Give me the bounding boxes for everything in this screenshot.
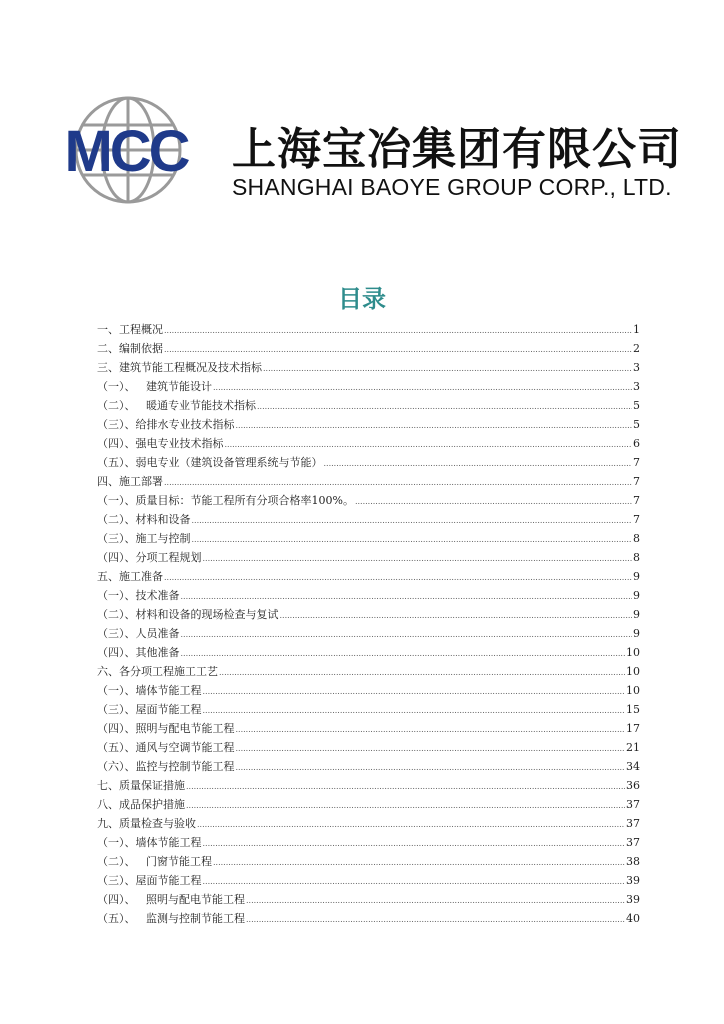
toc-dot-leader xyxy=(355,492,632,511)
toc-dot-leader xyxy=(203,682,626,701)
toc-entry[interactable] xyxy=(97,358,640,377)
toc-entry-page: 10 xyxy=(626,665,640,678)
toc-entry-label: （五）、 监测与控制节能工程 xyxy=(97,912,245,925)
toc-entry-label: （二）、 暖通专业节能技术指标 xyxy=(97,399,256,412)
toc-entry-label: （五）、弱电专业（建筑设备管理系统与节能） xyxy=(97,456,323,469)
toc-entry-label: （三）、施工与控制 xyxy=(97,532,191,545)
toc-entry-page: 7 xyxy=(633,513,640,526)
toc-entry[interactable] xyxy=(97,738,640,757)
toc-dot-leader xyxy=(236,739,626,758)
toc-entry[interactable] xyxy=(97,472,640,491)
toc-entry-page: 36 xyxy=(626,779,640,792)
toc-entry[interactable] xyxy=(97,700,640,719)
toc-entry-label: （四）、分项工程规划 xyxy=(97,551,202,564)
toc-dot-leader xyxy=(236,758,626,777)
toc-entry[interactable] xyxy=(97,871,640,890)
toc-entry[interactable] xyxy=(97,396,640,415)
toc-entry-page: 40 xyxy=(626,912,640,925)
toc-entry-page: 39 xyxy=(626,874,640,887)
toc-entry-page: 37 xyxy=(626,817,640,830)
toc-title: 目录 xyxy=(338,285,386,313)
toc-entry-label: 六、各分项工程施工工艺 xyxy=(97,665,218,678)
company-name-cn: 上海宝冶集团有限公司 xyxy=(232,124,682,175)
toc-entry-label: （二）、材料和设备 xyxy=(97,513,191,526)
toc-entry-page: 17 xyxy=(626,722,640,735)
toc-dot-leader xyxy=(219,663,625,682)
toc-entry-label: 八、成品保护措施 xyxy=(97,798,185,811)
toc-dot-leader xyxy=(236,416,633,435)
toc-entry-page: 1 xyxy=(633,323,640,336)
toc-entry[interactable] xyxy=(97,453,640,472)
toc-entry-label: （一）、墙体节能工程 xyxy=(97,684,202,697)
toc-entry[interactable] xyxy=(97,624,640,643)
toc-dot-leader xyxy=(213,378,632,397)
toc-entry[interactable] xyxy=(97,377,640,396)
toc-entry-label: 三、建筑节能工程概况及技术指标 xyxy=(97,361,262,374)
toc-entry[interactable] xyxy=(97,605,640,624)
toc-dot-leader xyxy=(164,473,632,492)
toc-dot-leader xyxy=(280,606,633,625)
toc-entry-page: 37 xyxy=(626,836,640,849)
toc-entry-label: 七、质量保证措施 xyxy=(97,779,185,792)
toc-dot-leader xyxy=(164,340,632,359)
toc-entry-page: 37 xyxy=(626,798,640,811)
toc-entry[interactable] xyxy=(97,548,640,567)
toc-dot-leader xyxy=(324,454,633,473)
toc-entry-page: 7 xyxy=(633,494,640,507)
toc-dot-leader xyxy=(213,853,625,872)
toc-dot-leader xyxy=(236,720,626,739)
toc-entry-page: 8 xyxy=(633,532,640,545)
toc-entry-label: （二）、材料和设备的现场检查与复试 xyxy=(97,608,279,621)
toc-entry-page: 21 xyxy=(626,741,640,754)
toc-entry-label: （一）、 建筑节能设计 xyxy=(97,380,212,393)
toc-dot-leader xyxy=(203,834,626,853)
toc-dot-leader xyxy=(181,625,633,644)
toc-entry-label: （四）、其他准备 xyxy=(97,646,180,659)
toc-entry-label: （四）、强电专业技术指标 xyxy=(97,437,224,450)
toc-dot-leader xyxy=(192,530,633,549)
toc-dot-leader xyxy=(181,587,633,606)
toc-entry-page: 34 xyxy=(626,760,640,773)
toc-entry-label: （一）、技术准备 xyxy=(97,589,180,602)
toc-entry-page: 7 xyxy=(633,475,640,488)
toc-dot-leader xyxy=(257,397,632,416)
toc-entry-page: 3 xyxy=(633,361,640,374)
toc-entry-page: 9 xyxy=(633,608,640,621)
toc-entry-label: （一）、质量目标：节能工程所有分项合格率100%。 xyxy=(97,494,354,507)
toc-entry-label: 二、编制依据 xyxy=(97,342,163,355)
toc-entry[interactable] xyxy=(97,852,640,871)
toc-entry-page: 9 xyxy=(633,627,640,640)
toc-dot-leader xyxy=(197,815,625,834)
toc-dot-leader xyxy=(192,511,633,530)
toc-entry-page: 9 xyxy=(633,570,640,583)
toc-entry[interactable] xyxy=(97,795,640,814)
toc-dot-leader xyxy=(181,644,626,663)
toc-entry[interactable] xyxy=(97,814,640,833)
toc-entry[interactable] xyxy=(97,643,640,662)
logo-text: MCC xyxy=(64,119,188,184)
toc-dot-leader xyxy=(246,891,625,910)
toc-entry[interactable] xyxy=(97,567,640,586)
toc-entry-label: 九、质量检查与验收 xyxy=(97,817,196,830)
toc-entry-page: 6 xyxy=(633,437,640,450)
toc-entry-label: 五、施工准备 xyxy=(97,570,163,583)
toc-entry-label: （三）、屋面节能工程 xyxy=(97,703,202,716)
toc-entry[interactable] xyxy=(97,909,640,928)
toc-entry-label: （五）、通风与空调节能工程 xyxy=(97,741,235,754)
toc-dot-leader xyxy=(203,549,633,568)
toc-dot-leader xyxy=(164,568,632,587)
toc-entry-page: 10 xyxy=(626,684,640,697)
company-header xyxy=(36,95,696,205)
toc-dot-leader xyxy=(164,321,632,340)
toc-entry-label: （六）、监控与控制节能工程 xyxy=(97,760,235,773)
toc-dot-leader xyxy=(203,872,626,891)
toc-entry[interactable] xyxy=(97,719,640,738)
toc-entry-page: 39 xyxy=(626,893,640,906)
toc-entry-page: 15 xyxy=(626,703,640,716)
toc-entry[interactable] xyxy=(97,320,640,339)
toc-entry-label: （三）、屋面节能工程 xyxy=(97,874,202,887)
toc-entry-page: 5 xyxy=(633,418,640,431)
toc-entry-label: （四）、照明与配电节能工程 xyxy=(97,722,235,735)
toc-entry[interactable] xyxy=(97,776,640,795)
toc-dot-leader xyxy=(203,701,626,720)
toc-entry-page: 2 xyxy=(633,342,640,355)
toc-entry-page: 3 xyxy=(633,380,640,393)
toc-entry[interactable] xyxy=(97,339,640,358)
toc-entry-page: 7 xyxy=(633,456,640,469)
toc-entry[interactable] xyxy=(97,529,640,548)
toc-entry-page: 38 xyxy=(626,855,640,868)
toc-entry-page: 5 xyxy=(633,399,640,412)
toc-entry-label: （四）、 照明与配电节能工程 xyxy=(97,893,245,906)
toc-entry[interactable] xyxy=(97,586,640,605)
toc-entry[interactable] xyxy=(97,833,640,852)
toc-entry-label: （二）、 门窗节能工程 xyxy=(97,855,212,868)
toc-entry[interactable] xyxy=(97,415,640,434)
toc-entry-label: （三）、给排水专业技术指标 xyxy=(97,418,235,431)
table-of-contents xyxy=(97,320,640,928)
toc-dot-leader xyxy=(225,435,633,454)
toc-entry-label: （一）、墙体节能工程 xyxy=(97,836,202,849)
toc-entry-label: 一、工程概况 xyxy=(97,323,163,336)
company-name-en: SHANGHAI BAOYE GROUP CORP., LTD. xyxy=(232,174,672,200)
toc-entry[interactable] xyxy=(97,681,640,700)
toc-entry-page: 10 xyxy=(626,646,640,659)
toc-entry-page: 9 xyxy=(633,589,640,602)
toc-entry[interactable] xyxy=(97,491,640,510)
toc-dot-leader xyxy=(186,796,625,815)
toc-entry-label: （三）、人员准备 xyxy=(97,627,180,640)
toc-dot-leader xyxy=(246,910,625,929)
toc-entry-page: 8 xyxy=(633,551,640,564)
toc-dot-leader xyxy=(263,359,632,378)
toc-entry[interactable] xyxy=(97,890,640,909)
toc-entry[interactable] xyxy=(97,757,640,776)
mcc-logo xyxy=(36,95,216,205)
toc-entry[interactable] xyxy=(97,510,640,529)
toc-entry-label: 四、施工部署 xyxy=(97,475,163,488)
toc-entry[interactable] xyxy=(97,434,640,453)
toc-dot-leader xyxy=(186,777,625,796)
toc-entry[interactable] xyxy=(97,662,640,681)
